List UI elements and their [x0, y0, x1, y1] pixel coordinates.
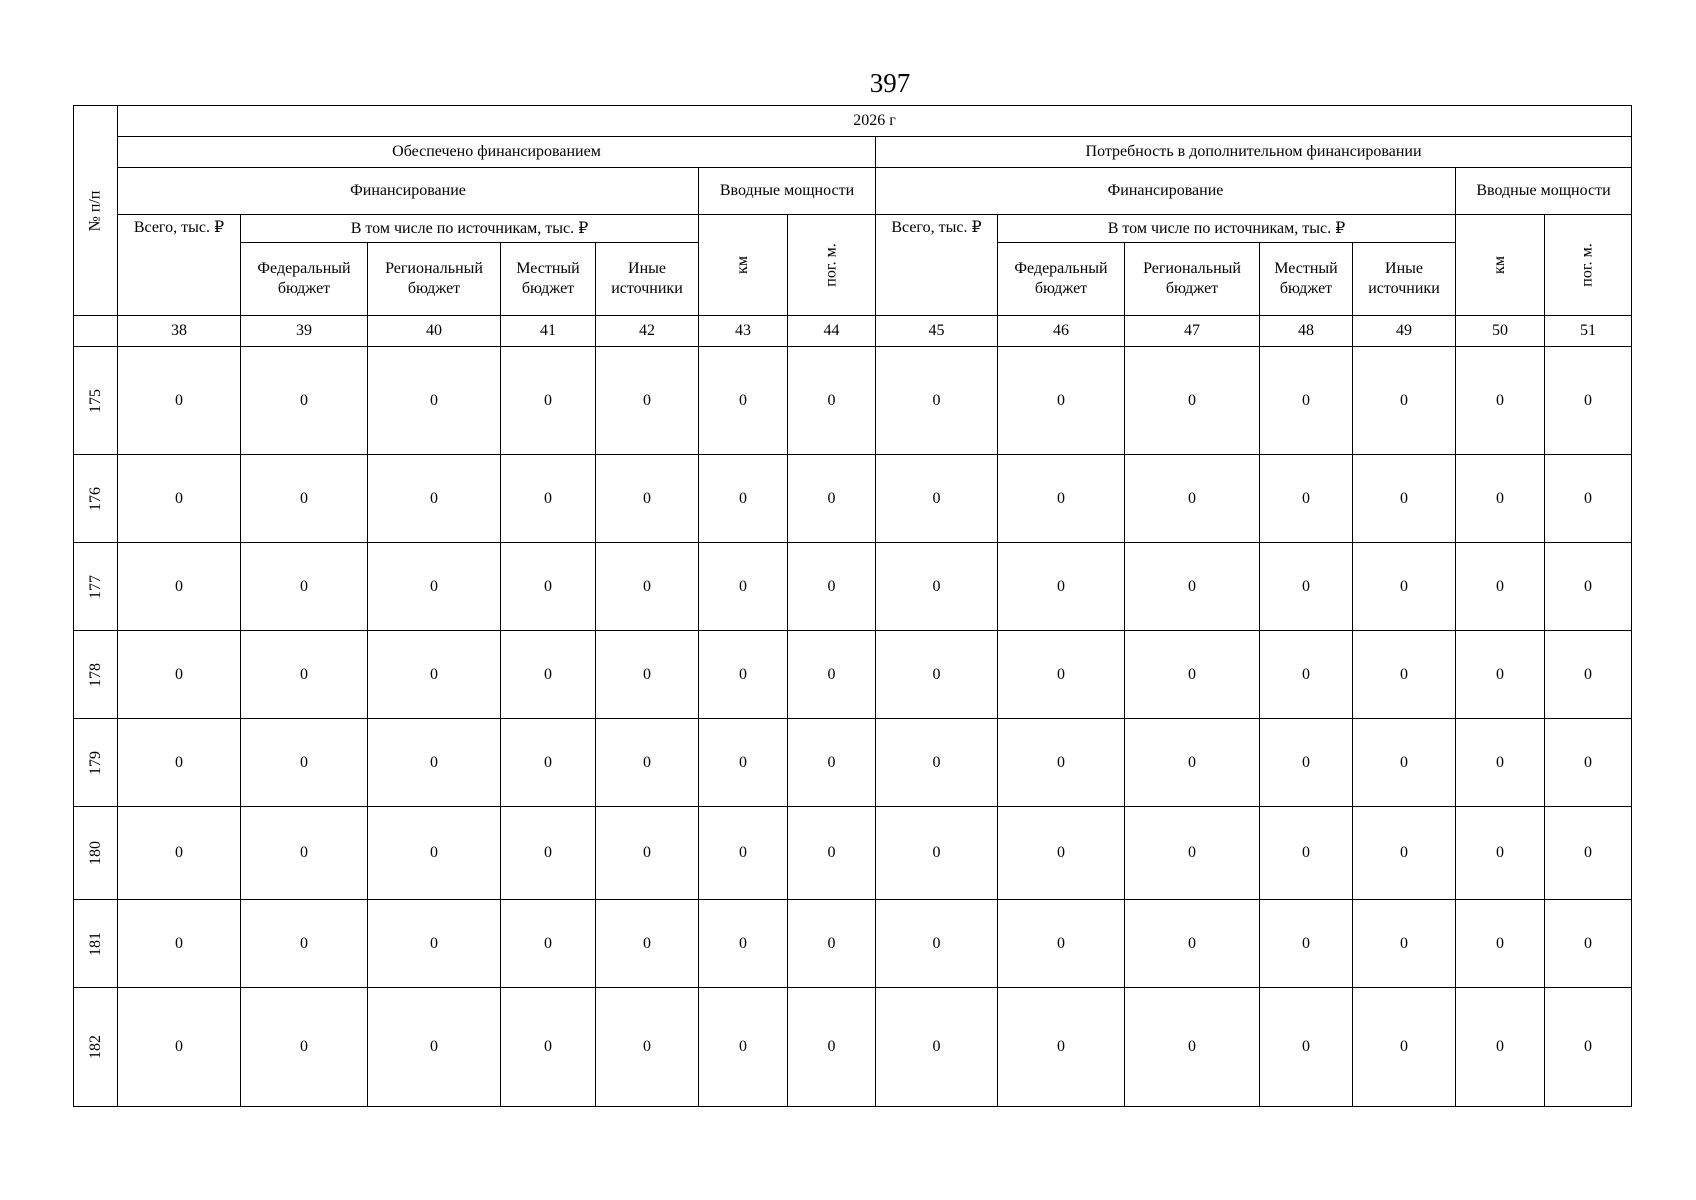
value-cell: 0: [596, 631, 699, 719]
value-cell: 0: [596, 543, 699, 631]
value-cell: 0: [1545, 543, 1632, 631]
value-cell: 0: [1353, 347, 1456, 455]
value-cell: 0: [118, 719, 241, 807]
value-cell: 0: [1456, 631, 1545, 719]
value-cell: 0: [1545, 900, 1632, 988]
need-km-header: км: [1456, 215, 1545, 316]
column-number: 43: [699, 316, 788, 347]
table-row: [74, 719, 1632, 807]
column-number: 45: [876, 316, 998, 347]
value-cell: 0: [998, 807, 1125, 900]
value-cell: 0: [699, 719, 788, 807]
value-cell: 0: [1353, 543, 1456, 631]
value-cell: 0: [876, 631, 998, 719]
need-other-header: Иные источники: [1353, 243, 1456, 316]
value-cell: 0: [1545, 807, 1632, 900]
value-cell: 0: [501, 988, 596, 1107]
value-cell: 0: [368, 988, 501, 1107]
column-number: 46: [998, 316, 1125, 347]
column-number: 49: [1353, 316, 1456, 347]
value-cell: 0: [1545, 455, 1632, 543]
column-number: 40: [368, 316, 501, 347]
table-row: [74, 807, 1632, 900]
value-cell: 0: [1125, 347, 1260, 455]
value-cell: 0: [1353, 719, 1456, 807]
column-number: 38: [118, 316, 241, 347]
row-number-cell: [74, 455, 118, 543]
value-cell: 0: [501, 455, 596, 543]
need-federal-header: Федеральный бюджет: [998, 243, 1125, 316]
value-cell: 0: [1260, 455, 1353, 543]
column-number: 41: [501, 316, 596, 347]
column-number: 42: [596, 316, 699, 347]
value-cell: 0: [368, 807, 501, 900]
financing-table: [73, 105, 1632, 1107]
value-cell: 0: [998, 900, 1125, 988]
value-cell: 0: [1125, 543, 1260, 631]
value-cell: 0: [788, 900, 876, 988]
need-local-header: Местный бюджет: [1260, 243, 1353, 316]
value-cell: 0: [699, 347, 788, 455]
secured-financing-header: Финансирование: [118, 168, 699, 215]
value-cell: 0: [1456, 900, 1545, 988]
value-cell: 0: [241, 455, 368, 543]
value-cell: 0: [1125, 988, 1260, 1107]
table-body: [74, 347, 1632, 1107]
column-number: 48: [1260, 316, 1353, 347]
value-cell: 0: [788, 543, 876, 631]
value-cell: 0: [241, 631, 368, 719]
value-cell: 0: [241, 719, 368, 807]
column-number: 39: [241, 316, 368, 347]
value-cell: 0: [998, 543, 1125, 631]
row-number-cell: [74, 900, 118, 988]
value-cell: 0: [876, 347, 998, 455]
value-cell: 0: [1125, 719, 1260, 807]
table-row: [74, 988, 1632, 1107]
table-row: [74, 631, 1632, 719]
secured-regional-header: Региональный бюджет: [368, 243, 501, 316]
value-cell: 0: [1353, 807, 1456, 900]
value-cell: 0: [118, 900, 241, 988]
secured-federal-header: Федеральный бюджет: [241, 243, 368, 316]
value-cell: 0: [1260, 543, 1353, 631]
value-cell: 0: [998, 631, 1125, 719]
column-number: 47: [1125, 316, 1260, 347]
value-cell: 0: [1456, 719, 1545, 807]
value-cell: 0: [1260, 807, 1353, 900]
value-cell: 0: [876, 988, 998, 1107]
value-cell: 0: [1125, 455, 1260, 543]
value-cell: 0: [241, 988, 368, 1107]
row-number: 181: [86, 931, 104, 956]
value-cell: 0: [368, 900, 501, 988]
value-cell: 0: [118, 543, 241, 631]
value-cell: 0: [699, 543, 788, 631]
need-pogm-header: пог. м.: [1545, 215, 1632, 316]
value-cell: 0: [1260, 719, 1353, 807]
value-cell: 0: [1545, 631, 1632, 719]
column-number: 51: [1545, 316, 1632, 347]
need-sources-header: В том числе по источникам, тыс. ₽: [998, 215, 1456, 243]
value-cell: 0: [596, 347, 699, 455]
value-cell: 0: [1456, 988, 1545, 1107]
row-number-cell: [74, 807, 118, 900]
row-number: 182: [86, 1035, 104, 1059]
value-cell: 0: [118, 455, 241, 543]
value-cell: 0: [596, 455, 699, 543]
value-cell: 0: [596, 900, 699, 988]
value-cell: 0: [1260, 900, 1353, 988]
value-cell: 0: [876, 543, 998, 631]
value-cell: 0: [501, 719, 596, 807]
value-cell: 0: [699, 988, 788, 1107]
column-number-blank: [74, 316, 118, 347]
value-cell: 0: [596, 988, 699, 1107]
value-cell: 0: [788, 347, 876, 455]
value-cell: 0: [998, 347, 1125, 455]
value-cell: 0: [1260, 347, 1353, 455]
value-cell: 0: [1456, 543, 1545, 631]
need-total-header: Всего, тыс. ₽: [876, 215, 998, 316]
value-cell: 0: [596, 807, 699, 900]
value-cell: 0: [788, 631, 876, 719]
value-cell: 0: [1353, 988, 1456, 1107]
value-cell: 0: [1545, 347, 1632, 455]
row-number-cell: [74, 988, 118, 1107]
row-number-cell: [74, 347, 118, 455]
value-cell: 0: [241, 900, 368, 988]
value-cell: 0: [1260, 988, 1353, 1107]
value-cell: 0: [788, 988, 876, 1107]
value-cell: 0: [501, 900, 596, 988]
need-capacity-header: Вводные мощности: [1456, 168, 1632, 215]
column-number: 50: [1456, 316, 1545, 347]
value-cell: 0: [118, 988, 241, 1107]
value-cell: 0: [368, 455, 501, 543]
value-cell: 0: [368, 347, 501, 455]
need-regional-header: Региональный бюджет: [1125, 243, 1260, 316]
value-cell: 0: [241, 807, 368, 900]
need-financing-header: Финансирование: [876, 168, 1456, 215]
table-row: [74, 455, 1632, 543]
table-row: [74, 900, 1632, 988]
value-cell: 0: [699, 455, 788, 543]
value-cell: 0: [1456, 807, 1545, 900]
secured-group-header: Обеспечено финансированием: [118, 137, 876, 168]
value-cell: 0: [501, 347, 596, 455]
value-cell: 0: [368, 543, 501, 631]
row-number: 179: [86, 750, 104, 775]
value-cell: 0: [1353, 455, 1456, 543]
row-number: 180: [86, 841, 104, 865]
value-cell: 0: [998, 719, 1125, 807]
value-cell: 0: [118, 807, 241, 900]
secured-km-header: км: [699, 215, 788, 316]
value-cell: 0: [1456, 455, 1545, 543]
row-number-cell: [74, 543, 118, 631]
year-header: 2026 г: [118, 106, 1632, 137]
value-cell: 0: [699, 900, 788, 988]
secured-sources-header: В том числе по источникам, тыс. ₽: [241, 215, 699, 243]
value-cell: 0: [1353, 631, 1456, 719]
value-cell: 0: [501, 543, 596, 631]
row-number: 176: [86, 486, 104, 511]
value-cell: 0: [118, 347, 241, 455]
value-cell: 0: [876, 455, 998, 543]
secured-capacity-header: Вводные мощности: [699, 168, 876, 215]
value-cell: 0: [876, 807, 998, 900]
secured-other-header: Иные источники: [596, 243, 699, 316]
value-cell: 0: [1125, 900, 1260, 988]
secured-local-header: Местный бюджет: [501, 243, 596, 316]
column-number-row: [74, 316, 1632, 347]
page-number: 397: [869, 68, 911, 98]
table-row: [74, 543, 1632, 631]
value-cell: 0: [1125, 807, 1260, 900]
value-cell: 0: [501, 807, 596, 900]
value-cell: 0: [118, 631, 241, 719]
value-cell: 0: [1456, 347, 1545, 455]
value-cell: 0: [998, 988, 1125, 1107]
table-row: [74, 347, 1632, 455]
row-number-cell: [74, 719, 118, 807]
value-cell: 0: [876, 719, 998, 807]
value-cell: 0: [1260, 631, 1353, 719]
row-number: 178: [86, 662, 104, 687]
need-group-header: Потребность в дополнительном финансировании: [876, 137, 1632, 168]
row-number-header: № п/п: [74, 106, 118, 316]
value-cell: 0: [241, 347, 368, 455]
row-number: 177: [86, 574, 104, 599]
value-cell: 0: [699, 631, 788, 719]
value-cell: 0: [241, 543, 368, 631]
value-cell: 0: [788, 719, 876, 807]
value-cell: 0: [501, 631, 596, 719]
value-cell: 0: [699, 807, 788, 900]
value-cell: 0: [368, 631, 501, 719]
value-cell: 0: [998, 455, 1125, 543]
value-cell: 0: [368, 719, 501, 807]
column-number: 44: [788, 316, 876, 347]
value-cell: 0: [1353, 900, 1456, 988]
value-cell: 0: [788, 455, 876, 543]
row-number-cell: [74, 631, 118, 719]
secured-total-header: Всего, тыс. ₽: [118, 215, 241, 316]
row-number: 175: [86, 388, 104, 413]
value-cell: 0: [1545, 719, 1632, 807]
value-cell: 0: [788, 807, 876, 900]
value-cell: 0: [876, 900, 998, 988]
value-cell: 0: [1545, 988, 1632, 1107]
value-cell: 0: [1125, 631, 1260, 719]
value-cell: 0: [596, 719, 699, 807]
secured-pogm-header: пог. м.: [788, 215, 876, 316]
